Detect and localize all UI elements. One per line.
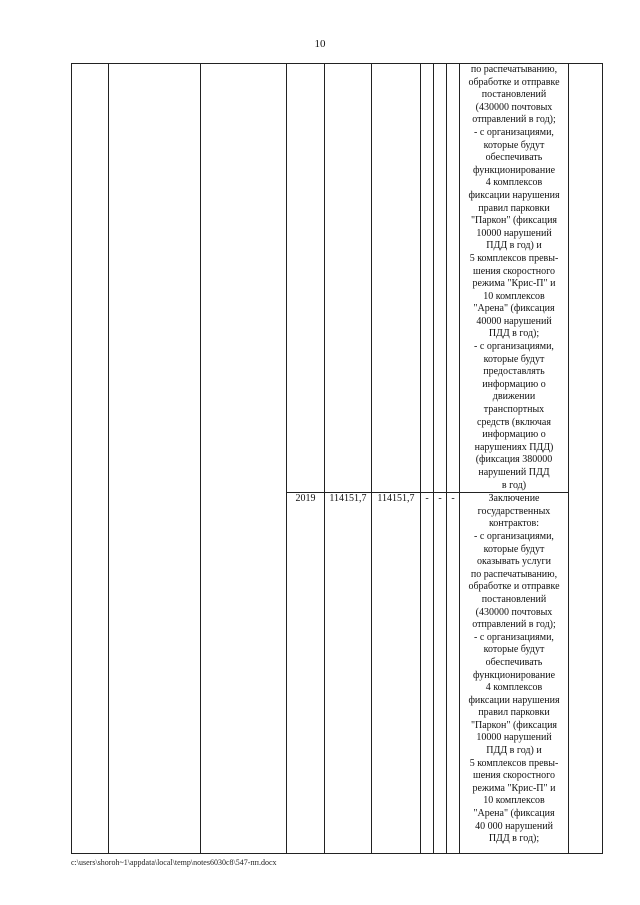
- description-line: которые будут: [483, 644, 545, 656]
- description-line: 5 комплексов превы-: [469, 757, 559, 769]
- footer-file-path: c:\users\shoroh~1\appdata\local\temp\notes6030c8\547-пп.docx: [71, 858, 277, 867]
- description-line: по распечатыванию,: [470, 64, 558, 75]
- other-sources-cell: [447, 64, 460, 493]
- regional-budget-cell: [372, 64, 421, 493]
- description-line: - с организациями,: [474, 631, 554, 643]
- description-line: функционирование: [472, 164, 556, 176]
- description-line: - с организациями,: [474, 530, 554, 542]
- table-row: [72, 64, 603, 493]
- description-line: 5 комплексов превы-: [469, 252, 559, 264]
- description-line: информацию о: [482, 378, 546, 390]
- result-description-cell: [460, 493, 569, 854]
- year-cell: 2019: [287, 493, 325, 854]
- description-line: которые будут: [483, 543, 545, 555]
- description-line: 4 комплексов: [485, 177, 543, 189]
- description-line: "Паркон" (фиксация: [470, 719, 558, 731]
- description-line: обработке и отправке: [468, 581, 560, 593]
- description-line: государственных: [477, 505, 551, 517]
- local-budget-cell: [434, 64, 447, 493]
- description-line: ПДД в год);: [488, 328, 540, 340]
- result-description-cell: [460, 64, 569, 493]
- other-sources-cell: -: [447, 493, 460, 854]
- executor-cell: [201, 64, 287, 854]
- description-line: 10 комплексов: [483, 290, 545, 302]
- description-line: шения скоростного: [473, 265, 555, 277]
- federal-budget-cell: -: [421, 493, 434, 854]
- regional-budget-cell: 114151,7: [372, 493, 421, 854]
- description-line: средств (включая: [477, 416, 551, 428]
- description-line: Заключение: [488, 493, 540, 505]
- description-line: 40 000 нарушений: [475, 820, 553, 832]
- description-line: по распечатыванию,: [470, 568, 558, 580]
- description-line: "Арена" (фиксация: [473, 808, 555, 820]
- description-line: фиксации нарушения: [468, 694, 560, 706]
- description-line: режима "Крис-П" и: [472, 278, 556, 290]
- program-table: [71, 63, 603, 854]
- description-line: ПДД в год) и: [486, 240, 542, 252]
- description-line: отправлений в год);: [472, 114, 556, 126]
- description-line: 10 комплексов: [483, 795, 545, 807]
- description-line: постановлений: [481, 593, 547, 605]
- federal-budget-cell: [421, 64, 434, 493]
- description-line: правил парковки: [478, 707, 550, 719]
- description-line: "Арена" (фиксация: [473, 303, 555, 315]
- description-line: 10000 нарушений: [476, 227, 552, 239]
- description-line: обеспечивать: [485, 152, 543, 164]
- description-line: оказывать услуги: [477, 556, 551, 568]
- description-line: обработке и отправке: [468, 76, 560, 88]
- total-funding-cell: 114151,7: [325, 493, 372, 854]
- description-line: функционирование: [472, 669, 556, 681]
- description-line: нарушений ПДД: [478, 467, 550, 478]
- description-line: которые будут: [483, 353, 545, 365]
- local-budget-cell: -: [434, 493, 447, 854]
- total-funding-cell: [325, 64, 372, 493]
- description-line: транспортных: [483, 404, 545, 416]
- description-line: режима "Крис-П" и: [472, 782, 556, 794]
- page-number: 10: [314, 38, 326, 50]
- description-line: фиксации нарушения: [468, 189, 560, 201]
- description-line: "Паркон" (фиксация: [470, 215, 558, 227]
- description-line: 40000 нарушений: [476, 315, 552, 327]
- description-line: (фиксация 380000: [475, 454, 553, 466]
- description-line: движении: [492, 391, 536, 403]
- description-line: шения скоростного: [473, 770, 555, 782]
- year-cell: [287, 64, 325, 493]
- description-line: нарушениях ПДД): [474, 441, 554, 453]
- description-line: информацию о: [482, 429, 546, 441]
- description-line: ПДД в год);: [488, 833, 540, 845]
- description-line: ПДД в год) и: [486, 745, 542, 757]
- task-name-cell: [109, 64, 201, 854]
- description-line: в год): [501, 479, 527, 491]
- description-line: (430000 почтовых: [475, 606, 553, 618]
- description-line: - с организациями,: [474, 126, 554, 138]
- description-line: обеспечивать: [485, 656, 543, 668]
- number-cell: [72, 64, 109, 854]
- description-line: 4 комплексов: [485, 682, 543, 694]
- description-line: отправлений в год);: [472, 619, 556, 631]
- notes-cell: [569, 64, 603, 854]
- description-line: контрактов:: [488, 518, 540, 530]
- description-line: 10000 нарушений: [476, 732, 552, 744]
- description-line: постановлений: [481, 89, 547, 101]
- description-line: - с организациями,: [474, 341, 554, 353]
- description-line: которые будут: [483, 139, 545, 151]
- description-line: предоставлять: [483, 366, 545, 378]
- description-line: правил парковки: [478, 202, 550, 214]
- description-line: (430000 почтовых: [475, 101, 553, 113]
